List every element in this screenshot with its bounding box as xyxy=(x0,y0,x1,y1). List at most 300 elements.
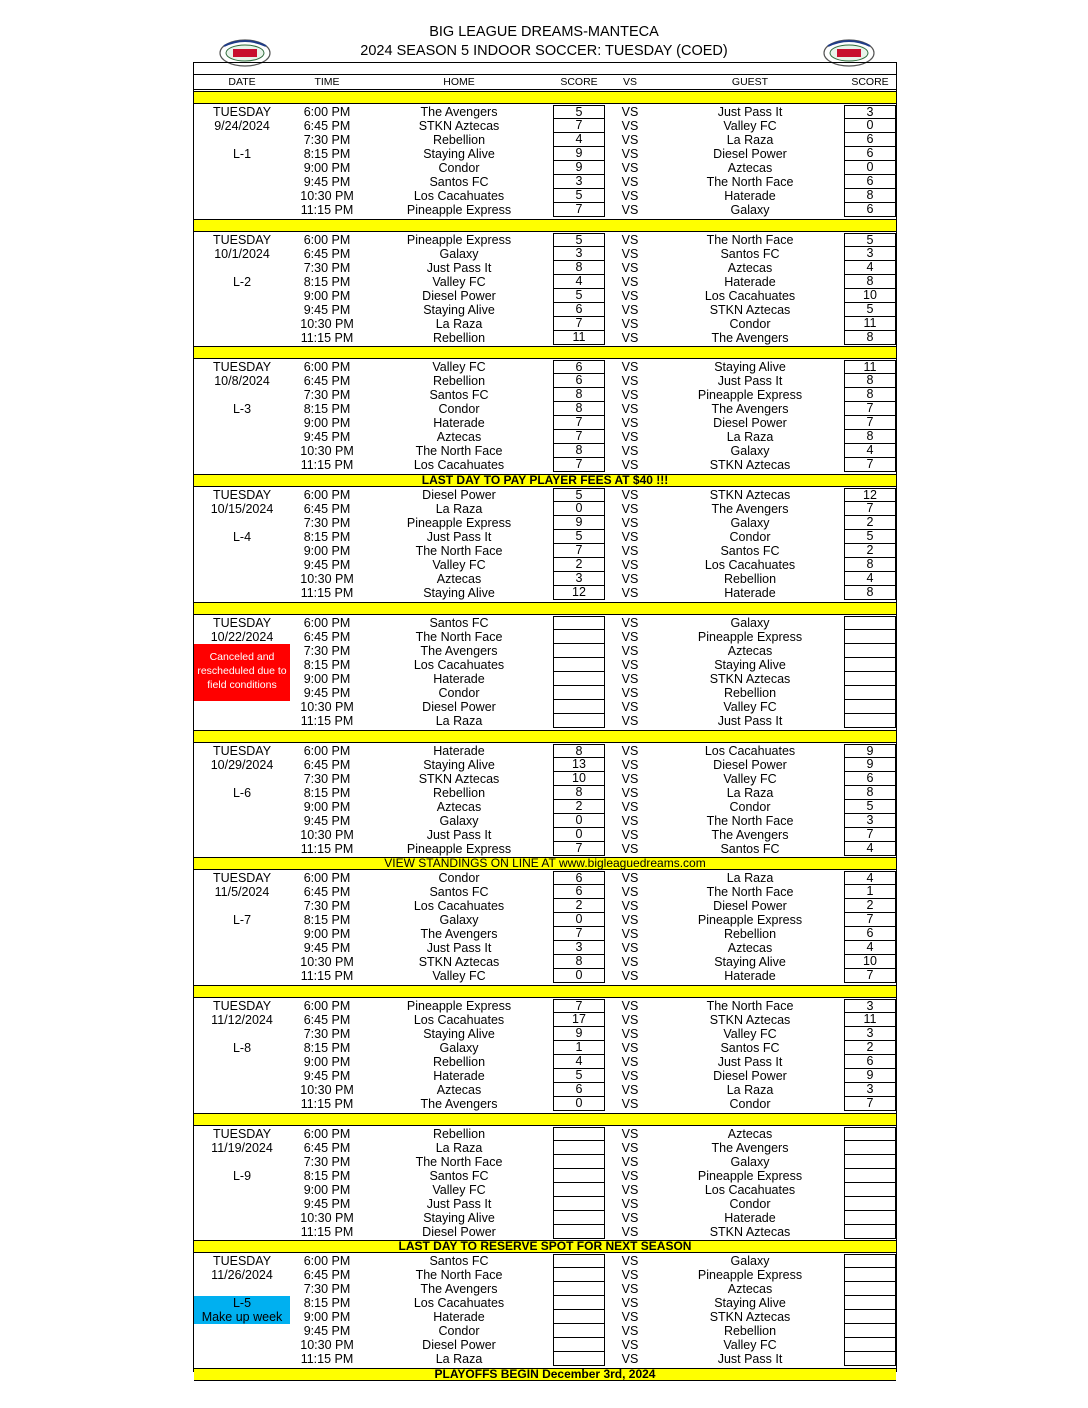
game-row xyxy=(194,275,896,289)
game-time: 9:45 PM xyxy=(303,430,351,445)
guest-score: 1 xyxy=(844,885,896,899)
game-row xyxy=(194,800,896,814)
vs-label: VS xyxy=(621,1254,639,1269)
game-row xyxy=(194,1055,896,1069)
home-team: Staying Alive xyxy=(423,586,495,601)
vs-label: VS xyxy=(621,1324,639,1339)
guest-team: The Avengers xyxy=(711,330,789,345)
game-time: 9:45 PM xyxy=(303,1068,351,1083)
week-date: 9/24/2024 xyxy=(214,119,270,133)
week-separator xyxy=(194,219,896,232)
guest-score: 8 xyxy=(844,189,896,203)
guest-score: 7 xyxy=(844,969,896,983)
game-time: 6:00 PM xyxy=(303,232,351,247)
home-score: 5 xyxy=(553,1069,605,1083)
game-row xyxy=(194,616,896,630)
home-score xyxy=(553,714,605,728)
home-team: Just Pass It xyxy=(426,827,492,842)
vs-label: VS xyxy=(621,274,639,289)
game-row xyxy=(194,303,896,317)
vs-label: VS xyxy=(621,1296,639,1311)
vs-label: VS xyxy=(621,430,639,445)
guest-score: 6 xyxy=(844,772,896,786)
game-row xyxy=(194,458,896,472)
game-row xyxy=(194,927,896,941)
guest-team: La Raza xyxy=(726,133,774,147)
notice-banner: LAST DAY TO PAY PLAYER FEES AT $40 !!! xyxy=(194,474,896,487)
home-team: La Raza xyxy=(435,713,483,728)
home-team: The Avengers xyxy=(420,643,498,658)
game-row xyxy=(194,630,896,644)
home-score: 6 xyxy=(553,871,605,885)
vs-label: VS xyxy=(621,203,639,217)
game-row xyxy=(194,1211,896,1225)
vs-label: VS xyxy=(621,899,639,914)
game-time: 9:00 PM xyxy=(303,161,351,175)
guest-score: 5 xyxy=(844,530,896,544)
guest-score: 11 xyxy=(844,1013,896,1027)
home-score: 5 xyxy=(553,289,605,303)
vs-label: VS xyxy=(621,189,639,203)
vs-label: VS xyxy=(621,330,639,345)
week-separator xyxy=(194,602,896,615)
home-score xyxy=(553,1338,605,1352)
guest-score: 7 xyxy=(844,502,896,516)
guest-score: 7 xyxy=(844,828,896,842)
vs-label: VS xyxy=(621,1054,639,1069)
home-score xyxy=(553,1324,605,1338)
guest-score xyxy=(844,1310,896,1324)
game-time: 6:45 PM xyxy=(303,1012,351,1027)
guest-team: Staying Alive xyxy=(714,360,786,375)
vs-label: VS xyxy=(621,827,639,842)
home-score: 7 xyxy=(553,317,605,331)
game-row xyxy=(194,1041,896,1055)
home-team: Pineapple Express xyxy=(406,203,512,217)
game-time: 6:00 PM xyxy=(303,1254,351,1269)
home-team: Valley FC xyxy=(432,360,486,375)
week-date: 10/15/2024 xyxy=(210,502,274,517)
game-row xyxy=(194,999,896,1013)
home-score: 1 xyxy=(553,1041,605,1055)
guest-team: La Raza xyxy=(726,1082,774,1097)
game-row xyxy=(194,714,896,728)
guest-team: Diesel Power xyxy=(713,899,787,914)
guest-team: Aztecas xyxy=(727,643,773,658)
home-team: The Avengers xyxy=(420,927,498,942)
home-score: 12 xyxy=(553,586,605,600)
home-score: 8 xyxy=(553,955,605,969)
home-score: 6 xyxy=(553,1083,605,1097)
vs-label: VS xyxy=(621,1210,639,1225)
vs-label: VS xyxy=(621,502,639,517)
game-time: 11:15 PM xyxy=(300,586,354,601)
vs-label: VS xyxy=(621,402,639,417)
game-row xyxy=(194,189,896,203)
game-row xyxy=(194,1225,896,1239)
week-day: TUESDAY xyxy=(212,360,272,375)
week-separator xyxy=(194,91,896,104)
home-team: The North Face xyxy=(415,629,503,644)
home-score xyxy=(553,1183,605,1197)
home-score xyxy=(553,1141,605,1155)
game-time: 10:30 PM xyxy=(300,1338,354,1353)
guest-team: Pineapple Express xyxy=(697,1268,803,1283)
guest-score: 5 xyxy=(844,800,896,814)
home-team: Staying Alive xyxy=(423,1210,495,1225)
vs-label: VS xyxy=(621,1310,639,1325)
game-time: 7:30 PM xyxy=(303,899,351,914)
home-score: 7 xyxy=(553,458,605,472)
guest-score: 4 xyxy=(844,941,896,955)
game-time: 8:15 PM xyxy=(303,1168,351,1183)
game-row xyxy=(194,402,896,416)
guest-team: STKN Aztecas xyxy=(709,458,791,473)
guest-team: La Raza xyxy=(726,871,774,886)
home-score: 10 xyxy=(553,772,605,786)
vs-label: VS xyxy=(621,516,639,531)
game-time: 6:45 PM xyxy=(303,246,351,261)
game-time: 9:45 PM xyxy=(303,558,351,573)
guest-score: 7 xyxy=(844,458,896,472)
guest-score: 2 xyxy=(844,516,896,530)
game-time: 11:15 PM xyxy=(300,713,354,728)
vs-label: VS xyxy=(621,119,639,133)
home-team: Diesel Power xyxy=(422,288,496,303)
home-team: Condor xyxy=(438,402,480,417)
guest-team: Haterade xyxy=(724,189,776,203)
game-row xyxy=(194,1324,896,1338)
col-vs: VS xyxy=(622,76,638,88)
home-score: 7 xyxy=(553,430,605,444)
game-time: 7:30 PM xyxy=(303,1154,351,1169)
guest-score: 11 xyxy=(844,360,896,374)
home-score: 5 xyxy=(553,488,605,502)
home-team: STKN Aztecas xyxy=(418,771,500,786)
home-score: 0 xyxy=(553,502,605,516)
game-time: 9:00 PM xyxy=(303,799,351,814)
home-score xyxy=(553,1268,605,1282)
col-score-guest: SCORE xyxy=(851,76,889,88)
home-team: Haterade xyxy=(433,416,485,431)
home-team: Aztecas xyxy=(436,799,482,814)
vs-label: VS xyxy=(621,161,639,175)
game-row xyxy=(194,317,896,331)
home-score xyxy=(553,672,605,686)
game-time: 9:45 PM xyxy=(303,1324,351,1339)
vs-label: VS xyxy=(621,1082,639,1097)
home-team: Santos FC xyxy=(429,388,489,403)
guest-score xyxy=(844,616,896,630)
game-row xyxy=(194,430,896,444)
game-time: 11:15 PM xyxy=(300,203,354,217)
vs-label: VS xyxy=(621,913,639,928)
home-team: Pineapple Express xyxy=(406,841,512,856)
guest-team: Condor xyxy=(729,530,771,545)
guest-score: 10 xyxy=(844,955,896,969)
guest-team: The Avengers xyxy=(711,502,789,517)
game-time: 9:00 PM xyxy=(303,671,351,686)
game-time: 9:45 PM xyxy=(303,685,351,700)
game-row xyxy=(194,899,896,913)
home-team: Valley FC xyxy=(432,274,486,289)
home-score: 8 xyxy=(553,744,605,758)
home-team: Los Cacahuates xyxy=(413,1012,505,1027)
game-time: 9:45 PM xyxy=(303,813,351,828)
guest-score: 7 xyxy=(844,1097,896,1111)
vs-label: VS xyxy=(621,416,639,431)
game-time: 10:30 PM xyxy=(300,189,354,203)
guest-score xyxy=(844,700,896,714)
guest-team: Santos FC xyxy=(720,841,780,856)
schedule-sheet xyxy=(193,62,897,1381)
guest-team: The North Face xyxy=(706,885,794,900)
home-team: Santos FC xyxy=(429,615,489,630)
page-title: BIG LEAGUE DREAMS-MANTECA xyxy=(429,24,659,40)
home-team: Just Pass It xyxy=(426,530,492,545)
home-score: 0 xyxy=(553,1097,605,1111)
game-row xyxy=(194,1069,896,1083)
home-score: 8 xyxy=(553,786,605,800)
home-team: Just Pass It xyxy=(426,1196,492,1211)
guest-team: Aztecas xyxy=(727,1126,773,1141)
game-time: 7:30 PM xyxy=(303,1282,351,1297)
guest-team: The North Face xyxy=(706,232,794,247)
home-team: Rebellion xyxy=(432,1126,486,1141)
home-score: 3 xyxy=(553,175,605,189)
vs-label: VS xyxy=(621,316,639,331)
home-team: Los Cacahuates xyxy=(413,458,505,473)
week-separator xyxy=(194,730,896,743)
game-row xyxy=(194,885,896,899)
guest-score: 3 xyxy=(844,247,896,261)
home-score: 9 xyxy=(553,516,605,530)
vs-label: VS xyxy=(621,671,639,686)
guest-score xyxy=(844,714,896,728)
home-team: Condor xyxy=(438,161,480,175)
home-team: Los Cacahuates xyxy=(413,189,505,203)
home-score: 7 xyxy=(553,999,605,1013)
game-row xyxy=(194,1197,896,1211)
game-row xyxy=(194,1083,896,1097)
guest-score: 2 xyxy=(844,544,896,558)
game-row xyxy=(194,786,896,800)
home-score: 7 xyxy=(553,416,605,430)
guest-team: Valley FC xyxy=(723,119,777,133)
vs-label: VS xyxy=(621,288,639,303)
guest-team: Just Pass It xyxy=(717,1054,783,1069)
vs-label: VS xyxy=(621,785,639,800)
game-time: 9:00 PM xyxy=(303,927,351,942)
game-time: 6:00 PM xyxy=(303,743,351,758)
sheet-top-border xyxy=(194,62,896,63)
game-time: 6:45 PM xyxy=(303,885,351,900)
week-day: TUESDAY xyxy=(212,1254,272,1269)
guest-score xyxy=(844,1197,896,1211)
guest-score: 6 xyxy=(844,133,896,147)
guest-team: Aztecas xyxy=(727,260,773,275)
game-row xyxy=(194,530,896,544)
home-score: 2 xyxy=(553,558,605,572)
game-time: 9:00 PM xyxy=(303,1054,351,1069)
game-time: 9:45 PM xyxy=(303,1196,351,1211)
guest-team: STKN Aztecas xyxy=(709,1224,791,1239)
vs-label: VS xyxy=(621,105,639,119)
home-team: STKN Aztecas xyxy=(418,955,500,970)
week-date: 10/8/2024 xyxy=(214,374,270,389)
game-row xyxy=(194,444,896,458)
game-time: 7:30 PM xyxy=(303,388,351,403)
guest-team: Pineapple Express xyxy=(697,913,803,928)
guest-team: La Raza xyxy=(726,785,774,800)
home-score: 2 xyxy=(553,800,605,814)
game-time: 11:15 PM xyxy=(300,1096,354,1111)
week-separator xyxy=(194,346,896,359)
guest-team: Aztecas xyxy=(727,1282,773,1297)
guest-team: Diesel Power xyxy=(713,1068,787,1083)
col-score-home: SCORE xyxy=(560,76,598,88)
guest-score xyxy=(844,1338,896,1352)
guest-score xyxy=(844,1169,896,1183)
home-team: Staying Alive xyxy=(423,1026,495,1041)
canceled-notice: Canceled and rescheduled due to field conditions xyxy=(194,644,290,701)
game-row xyxy=(194,1282,896,1296)
home-score: 9 xyxy=(553,161,605,175)
home-team: La Raza xyxy=(435,502,483,517)
home-score: 8 xyxy=(553,444,605,458)
guest-team: Diesel Power xyxy=(713,757,787,772)
guest-score: 8 xyxy=(844,558,896,572)
guest-score: 7 xyxy=(844,913,896,927)
home-score xyxy=(553,1155,605,1169)
guest-team: Staying Alive xyxy=(714,657,786,672)
home-score: 9 xyxy=(553,1027,605,1041)
vs-label: VS xyxy=(621,955,639,970)
game-row xyxy=(194,1310,896,1324)
guest-team: The North Face xyxy=(706,813,794,828)
home-score xyxy=(553,1169,605,1183)
guest-score: 3 xyxy=(844,105,896,119)
game-time: 6:45 PM xyxy=(303,1268,351,1283)
game-time: 6:00 PM xyxy=(303,998,351,1013)
game-row xyxy=(194,828,896,842)
game-time: 11:15 PM xyxy=(300,458,354,473)
game-time: 9:00 PM xyxy=(303,288,351,303)
game-time: 8:15 PM xyxy=(303,530,351,545)
home-score: 5 xyxy=(553,530,605,544)
guest-score xyxy=(844,1211,896,1225)
guest-team: The North Face xyxy=(706,998,794,1013)
guest-team: Condor xyxy=(729,1096,771,1111)
home-score xyxy=(553,700,605,714)
vs-label: VS xyxy=(621,685,639,700)
home-team: Haterade xyxy=(433,743,485,758)
home-team: Diesel Power xyxy=(422,1224,496,1239)
game-row xyxy=(194,502,896,516)
home-team: La Raza xyxy=(435,1140,483,1155)
vs-label: VS xyxy=(621,572,639,587)
game-time: 6:00 PM xyxy=(303,488,351,503)
game-row xyxy=(194,119,896,133)
week-date: 10/22/2024 xyxy=(210,629,274,644)
game-row xyxy=(194,360,896,374)
guest-team: Los Cacahuates xyxy=(704,288,796,303)
home-team: Rebellion xyxy=(432,330,486,345)
guest-score: 9 xyxy=(844,744,896,758)
home-score xyxy=(553,686,605,700)
game-time: 6:45 PM xyxy=(303,629,351,644)
home-team: The Avengers xyxy=(420,1096,498,1111)
home-score: 8 xyxy=(553,402,605,416)
game-row xyxy=(194,374,896,388)
game-row xyxy=(194,814,896,828)
game-row xyxy=(194,1268,896,1282)
guest-score xyxy=(844,1183,896,1197)
week-label: L-7 xyxy=(232,913,252,928)
guest-score xyxy=(844,1268,896,1282)
home-team: Los Cacahuates xyxy=(413,899,505,914)
guest-score: 10 xyxy=(844,289,896,303)
guest-score xyxy=(844,1296,896,1310)
week-date: 11/19/2024 xyxy=(211,1140,273,1155)
home-score: 6 xyxy=(553,374,605,388)
game-row xyxy=(194,203,896,217)
home-team: Pineapple Express xyxy=(406,516,512,531)
game-row xyxy=(194,842,896,856)
home-score: 0 xyxy=(553,913,605,927)
vs-label: VS xyxy=(621,1096,639,1111)
game-row xyxy=(194,544,896,558)
vs-label: VS xyxy=(621,713,639,728)
vs-label: VS xyxy=(621,969,639,984)
guest-team: Galaxy xyxy=(730,1254,770,1269)
vs-label: VS xyxy=(621,643,639,658)
guest-score: 7 xyxy=(844,416,896,430)
vs-label: VS xyxy=(621,757,639,772)
game-time: 8:15 PM xyxy=(303,1296,351,1311)
home-team: Rebellion xyxy=(432,1054,486,1069)
game-time: 6:45 PM xyxy=(303,119,351,133)
game-row xyxy=(194,161,896,175)
vs-label: VS xyxy=(621,699,639,714)
game-row xyxy=(194,261,896,275)
guest-score: 9 xyxy=(844,758,896,772)
game-time: 9:00 PM xyxy=(303,544,351,559)
home-score: 0 xyxy=(553,969,605,983)
game-time: 6:00 PM xyxy=(303,1126,351,1141)
home-score: 3 xyxy=(553,941,605,955)
home-score: 6 xyxy=(553,885,605,899)
home-score: 7 xyxy=(553,927,605,941)
vs-label: VS xyxy=(621,458,639,473)
guest-team: Aztecas xyxy=(727,161,773,175)
home-team: Staying Alive xyxy=(423,147,495,161)
home-score: 11 xyxy=(553,331,605,345)
guest-team: Galaxy xyxy=(730,203,770,217)
home-team: Condor xyxy=(438,685,480,700)
home-team: The Avengers xyxy=(420,1282,498,1297)
guest-team: Los Cacahuates xyxy=(704,1182,796,1197)
guest-score xyxy=(844,1254,896,1268)
guest-team: Diesel Power xyxy=(713,416,787,431)
home-team: Rebellion xyxy=(432,785,486,800)
col-date: DATE xyxy=(228,76,256,88)
guest-score: 6 xyxy=(844,147,896,161)
week-day: TUESDAY xyxy=(212,615,272,630)
game-row xyxy=(194,516,896,530)
game-time: 7:30 PM xyxy=(303,771,351,786)
guest-team: The North Face xyxy=(706,175,794,189)
